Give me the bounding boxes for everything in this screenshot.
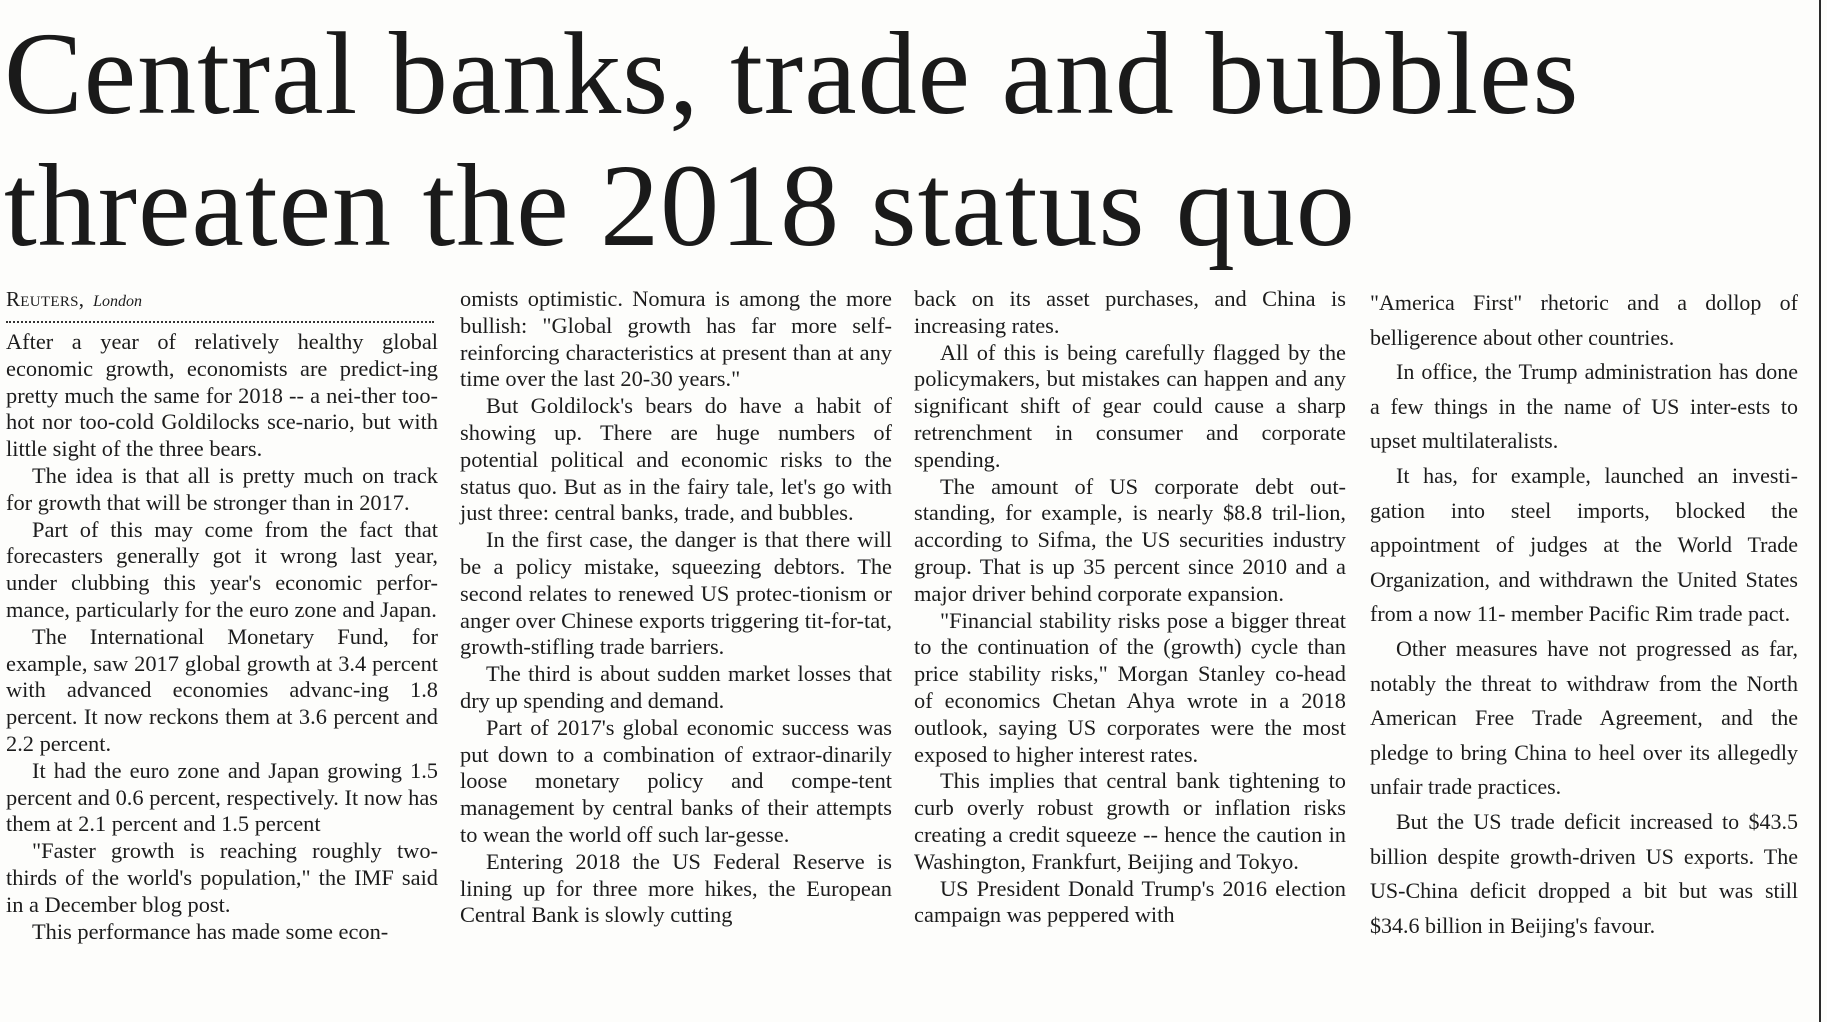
paragraph: In office, the Trump administration has done a few things in the name of US inter-ests to upset multilateralists. [1370, 359, 1798, 454]
paragraph: But the US trade deficit increased to $43.5 billion despite growth-driven US exports. The US-China deficit dropped a bit but was still $34.6 billion in Beijing's favour. [1370, 808, 1798, 938]
paragraph: In the first case, the danger is that there will be a policy mistake, squeezing debtors. The second relates to renewed US protec-tionism or anger over Chinese exports triggering tit-for-tat, growth-stifling trade barriers. [460, 527, 892, 660]
paragraph: The amount of US corporate debt out-standing, for example, is nearly $8.8 tril-lion, according to Sifma, the US securities industry group. That is up 35 percent since 2010 and a major driver behind corporate expansion. [914, 473, 1346, 606]
paragraph: The idea is that all is pretty much on track for growth that will be stronger than in 2017. [6, 462, 438, 515]
paragraph: It has, for example, launched an investi-gation into steel imports, blocked the appointment of judges at the World Trade Organization, and withdrawn the United States from a now 11- member Pacific Rim trade pact. [1370, 462, 1798, 627]
paragraph: "America First" rhetoric and a dollop of belligerence about other countries. [1370, 290, 1798, 350]
paragraph: US President Donald Trump's 2016 election campaign was peppered with [914, 875, 1346, 928]
paragraph: "Financial stability risks pose a bigger threat to the continuation of the (growth) cycle than price stability risks," Morgan Stanley co-head of economics Chetan Ahya wrote in a 2018 outlook, saying US corporates were the most exposed to higher interest rates. [914, 607, 1346, 767]
paragraph: All of this is being carefully flagged by the policymakers, but mistakes can happen and any significant shift of gear could cause a sharp retrenchment in consumer and corporate spending. [914, 339, 1346, 472]
paragraph: The International Monetary Fund, for example, saw 2017 global growth at 3.4 percent with advanced economies advanc-ing 1.8 percent. It now reckons them at 3.6 percent and 2.2 percent. [6, 623, 438, 756]
paragraph: Entering 2018 the US Federal Reserve is lining up for three more hikes, the European Central Bank is slowly cutting [460, 848, 892, 928]
byline [6, 286, 438, 315]
paragraph: omists optimistic. Nomura is among the more bullish: "Global growth has far more self-reinforcing characteristics at present than at any time over the last 20-30 years." [460, 286, 892, 392]
paragraph: back on its asset purchases, and China is increasing rates. [914, 286, 1346, 338]
paragraph: "Faster growth is reaching roughly two-thirds of the world's population," the IMF said in a December blog post. [6, 838, 438, 917]
article-column-2 [460, 286, 892, 929]
paragraph: This implies that central bank tightening to curb overly robust growth or inflation risks creating a credit squeeze -- hence the caution in Washington, Frankfurt, Beijing and Tokyo. [914, 768, 1346, 874]
paragraph: Part of 2017's global economic success was put down to a combination of extraor-dinarily loose monetary policy and compe-tent management by central banks of their attempts to wean the world off such lar-gesse. [460, 714, 892, 847]
byline-city: London [93, 293, 142, 310]
paragraph: The third is about sudden market losses that dry up spending and demand. [460, 661, 892, 713]
article-column-4 [1370, 286, 1798, 943]
byline-agency: Reuters, [6, 287, 85, 311]
article-column-3 [914, 286, 1346, 929]
headline [4, 8, 1804, 272]
paragraph: But Goldilock's bears do have a habit of showing up. There are huge numbers of potential political and economic risks to the status quo. But as in the fairy tale, let's go with just three: central banks, trade, and bubbles. [460, 393, 892, 526]
paragraph: After a year of relatively healthy global economic growth, economists are predict-ing pretty much the same for 2018 -- a nei-ther too-hot nor too-cold Goldilocks sce-nario, but with little sight of the three bears. [6, 329, 438, 462]
byline-divider [6, 321, 434, 323]
paragraph: Other measures have not progressed as far, notably the threat to withdraw from the North American Free Trade Agreement, and the pledge to bring China to heel over its allegedly unfair trade practices. [1370, 635, 1798, 800]
paragraph: It had the euro zone and Japan growing 1.5 percent and 0.6 percent, respectively. It now has them at 2.1 percent and 1.5 percent [6, 757, 438, 837]
headline-line-1: Central banks, trade and bubbles [4, 8, 1580, 139]
paragraph: This performance has made some econ- [32, 918, 389, 944]
paragraph: Part of this may come from the fact that forecasters generally got it wrong last year, under clubbing this year's economic perfor-mance, particularly for the euro zone and Japan. [6, 516, 438, 622]
article-column-1 [6, 286, 438, 945]
column-rule [1819, 0, 1821, 1022]
headline-line-2: threaten the 2018 status quo [4, 140, 1356, 271]
